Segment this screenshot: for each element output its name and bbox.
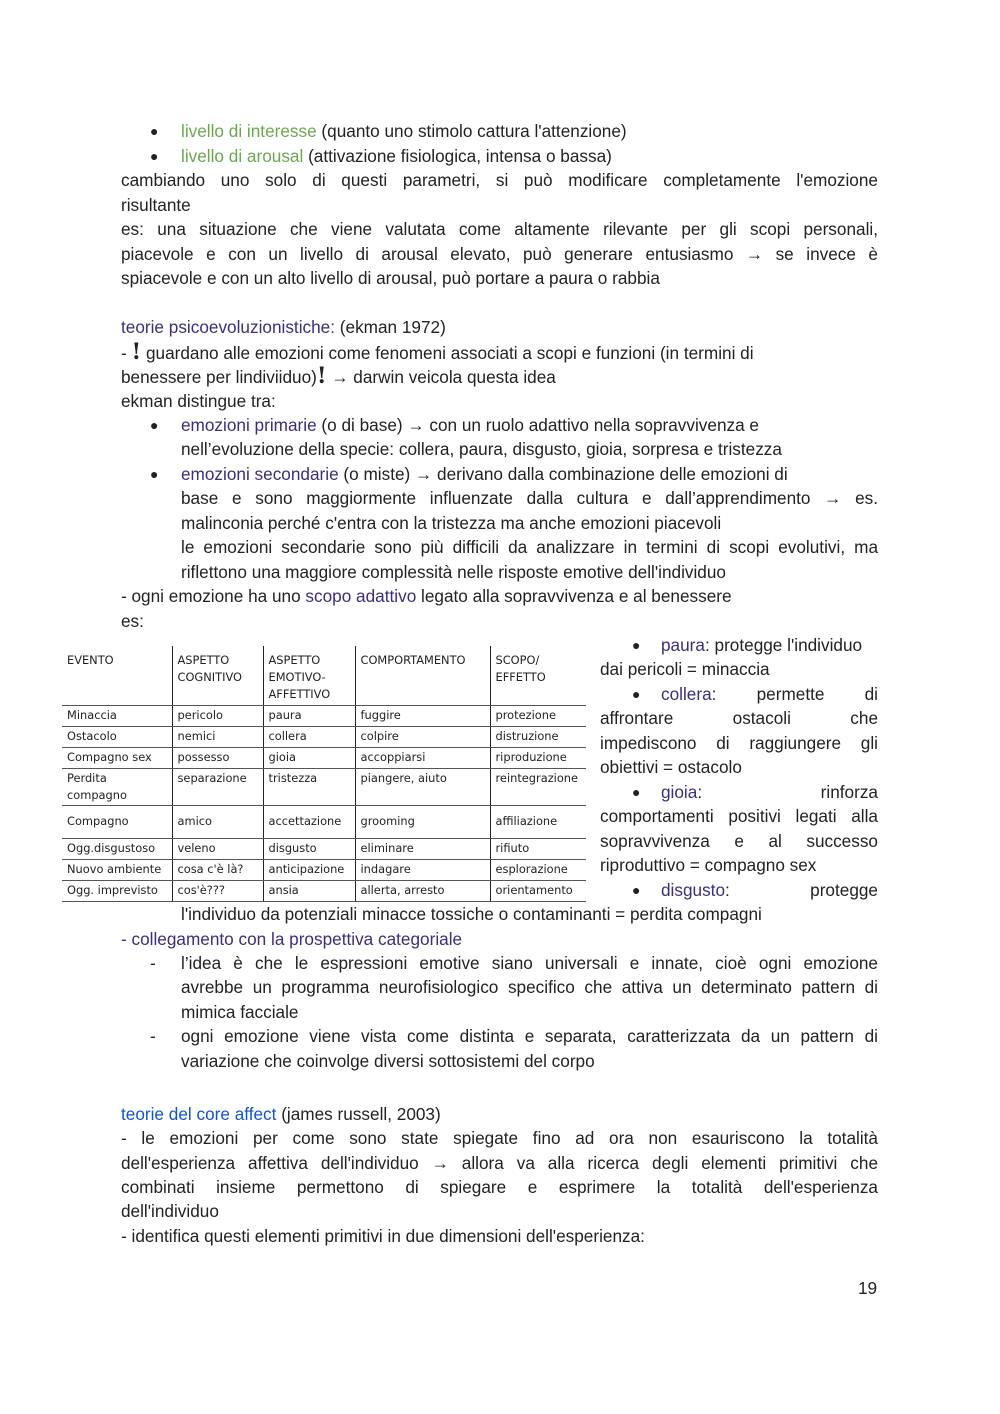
table-row [62,860,586,881]
list-item-line: nell’evoluzione della specie: collera, paura, disgusto, gioia, sorpresa e tristezza [181,439,782,459]
table-row [62,881,586,902]
paragraph-line: ekman distingue tra: [121,391,276,411]
table-cell: fuggire [355,706,490,727]
table-cell: distruzione [490,727,586,748]
side-item [661,780,878,805]
table-cell: Ostacolo [62,727,172,748]
term-highlight: gioia [661,782,698,802]
table-cell: riproduzione [490,748,586,769]
side-item [661,878,878,903]
table-cell: tristezza [263,769,355,806]
side-item-line: riproduttivo = compagno sex [600,855,817,875]
heading-rest: (ekman 1972) [335,317,446,337]
paragraph-line [121,364,556,390]
paragraph-line: cambiando uno solo di questi parametri, si può modificare completamente l'emozione [121,170,878,190]
paragraph-line: combinati insieme permettono di spiegare e esprimere la totalità dell'esperienza [121,1177,878,1197]
list-item-text: (o di base) → con un ruolo adattivo nella sopravvivenza e [316,415,759,435]
table-cell: Perdita compagno [62,769,172,806]
side-item-line: l'individuo da potenziali minacce tossiche o contaminanti = perdita compagni [181,904,762,924]
table-cell: accoppiarsi [355,748,490,769]
paragraph-line: es: [121,611,144,631]
side-item-line: impediscono di raggiungere gli [600,733,878,753]
heading-term: teorie del core affect [121,1104,277,1124]
table-cell: Compagno [62,806,172,839]
table-header-row [62,646,586,706]
term-highlight: emozioni primarie [181,415,317,435]
paragraph-line: risultante [121,195,191,215]
dash-bullet: - [150,953,156,973]
list-item-line: mimica facciale [181,1002,299,1022]
list-item-line: l’idea è che le espressioni emotive siano universali e innate, cioè ogni emozione [181,953,878,973]
list-item-line: riflettono una maggiore complessità nelle risposte emotive dell'individuo [181,562,726,582]
term-highlight: emozioni secondarie [181,464,339,484]
table-header-cell: SCOPO/ EFFETTO [490,646,586,706]
side-item-line: obiettivi = ostacolo [600,757,742,777]
table-cell: Compagno sex [62,748,172,769]
paragraph-line: - identifica questi elementi primitivi in due dimensioni dell'esperienza: [121,1226,645,1246]
heading-rest: (james russell, 2003) [276,1104,441,1124]
emotion-table [62,646,586,902]
side-item-text: : rinforza [697,782,878,802]
paragraph-line [121,340,754,366]
line-text: legato alla sopravvivenza e al benessere [416,586,732,606]
section-heading: - collegamento con la prospettiva categoriale [121,929,463,949]
table-cell: amico [172,806,263,839]
table-cell: Ogg.disgustoso [62,839,172,860]
table-header-cell: ASPETTO COGNITIVO [172,646,263,706]
side-item-line: comportamenti positivi legati alla [600,806,878,826]
table-cell: orientamento [490,881,586,902]
side-item [661,633,862,658]
table-cell: cos'è??? [172,881,263,902]
list-item-text: (quanto uno stimolo cattura l'attenzione) [316,121,627,141]
bullet-icon: ● [632,686,641,702]
list-item-text: (attivazione fisiologica, intensa o bassa) [303,146,612,166]
paragraph-line [121,584,732,609]
table-cell: grooming [355,806,490,839]
bullet-icon: ● [632,784,641,800]
bullet-icon: ● [150,417,159,433]
side-item-line: sopravvivenza e al successo [600,831,878,851]
table-cell: Minaccia [62,706,172,727]
side-item-line: dai pericoli = minaccia [600,659,770,679]
table-cell: ansia [263,881,355,902]
table-row [62,806,586,839]
paragraph-line: es: una situazione che viene valutata come altamente rilevante per gli scopi personali, [121,219,878,239]
table-header-cell: ASPETTO EMOTIVO-AFFETTIVO [263,646,355,706]
side-item-line: affrontare ostacoli che [600,708,878,728]
table-cell: indagare [355,860,490,881]
table-header-cell: EVENTO [62,646,172,706]
term-highlight: scopo adattivo [305,586,417,606]
list-item-line: avrebbe un programma neurofisiologico specifico che attiva un determinato pattern di [181,977,878,997]
table-row [62,727,586,748]
side-item-text: : protegge [725,880,878,900]
table-cell: protezione [490,706,586,727]
table-cell: rifiuto [490,839,586,860]
list-item-line: malinconia perché c'entra con la tristezza ma anche emozioni piacevoli [181,513,722,533]
bullet-icon: ● [150,148,159,164]
table-header-cell: COMPORTAMENTO [355,646,490,706]
exclamation-icon: ! [316,363,327,389]
table-cell: anticipazione [263,860,355,881]
table-cell: separazione [172,769,263,806]
list-item-text: (o miste) → derivano dalla combinazione delle emozioni di [338,464,788,484]
list-item-line: le emozioni secondarie sono più difficili da analizzare in termini di scopi evolutivi, ma [181,537,878,557]
side-item [661,682,878,707]
line-text: benessere per lindiviiduo) [121,367,317,387]
line-text: - ogni emozione ha uno [121,586,306,606]
table-cell: eliminare [355,839,490,860]
heading-term: teorie psicoevoluzionistiche: [121,317,336,337]
page-number: 19 [858,1278,878,1298]
paragraph-line: dell'individuo [121,1201,219,1221]
table-cell: affiliazione [490,806,586,839]
table-cell: veleno [172,839,263,860]
table-cell: colpire [355,727,490,748]
term-highlight: collera [661,684,712,704]
list-item [181,144,612,169]
bullet-icon: ● [150,466,159,482]
paragraph-line: spiacevole e con un alto livello di arousal, può portare a paura o rabbia [121,268,660,288]
table-cell: gioia [263,748,355,769]
table-cell: collera [263,727,355,748]
table-cell: paura [263,706,355,727]
paragraph-line: - le emozioni per come sono state spiegate fino ad ora non esauriscono la totalità [121,1128,878,1148]
table-cell: pericolo [172,706,263,727]
table-row [62,748,586,769]
paragraph-line: dell'esperienza affettiva dell'individuo → allora va alla ricerca degli elementi primitivi che [121,1153,878,1173]
table-cell: Nuovo ambiente [62,860,172,881]
list-item [181,119,627,144]
bullet-icon: ● [632,882,641,898]
side-item-text: : protegge l'individuo [704,635,863,655]
table-row [62,769,586,806]
term-highlight: paura [661,635,705,655]
table-cell: disgusto [263,839,355,860]
term-highlight: disgusto [661,880,726,900]
table-cell: reintegrazione [490,769,586,806]
table-body [62,706,586,902]
list-item-line: variazione che coinvolge diversi sottosistemi del corpo [181,1051,595,1071]
table-cell: nemici [172,727,263,748]
term-highlight: livello di arousal [181,146,304,166]
section-heading [121,1102,441,1127]
table-row [62,839,586,860]
table-cell: accettazione [263,806,355,839]
table-cell: Ogg. imprevisto [62,881,172,902]
exclamation-icon: ! [131,339,142,365]
list-item [181,413,759,438]
dash-bullet: - [150,1026,156,1046]
table-cell: allerta, arresto [355,881,490,902]
section-heading [121,315,446,340]
table-row [62,706,586,727]
table-cell: cosa c'è là? [172,860,263,881]
table-cell: piangere, aiuto [355,769,490,806]
table-cell: possesso [172,748,263,769]
list-item [181,462,788,487]
line-text: guardano alle emozioni come fenomeni associati a scopi e funzioni (in termini di [141,343,754,363]
bullet-icon: ● [150,123,159,139]
list-item-line: base e sono maggiormente influenzate dalla cultura e dall’apprendimento → es. [181,488,878,508]
dash: - [121,343,132,363]
term-highlight: livello di interesse [181,121,317,141]
table-cell: esplorazione [490,860,586,881]
line-text: → darwin veicola questa idea [326,367,556,387]
list-item-line: ogni emozione viene vista come distinta e separata, caratterizzata da un pattern di [181,1026,878,1046]
paragraph-line: piacevole e con un livello di arousal elevato, può generare entusiasmo → se invece è [121,244,878,264]
bullet-icon: ● [632,637,641,653]
side-item-text: : permette di [711,684,878,704]
